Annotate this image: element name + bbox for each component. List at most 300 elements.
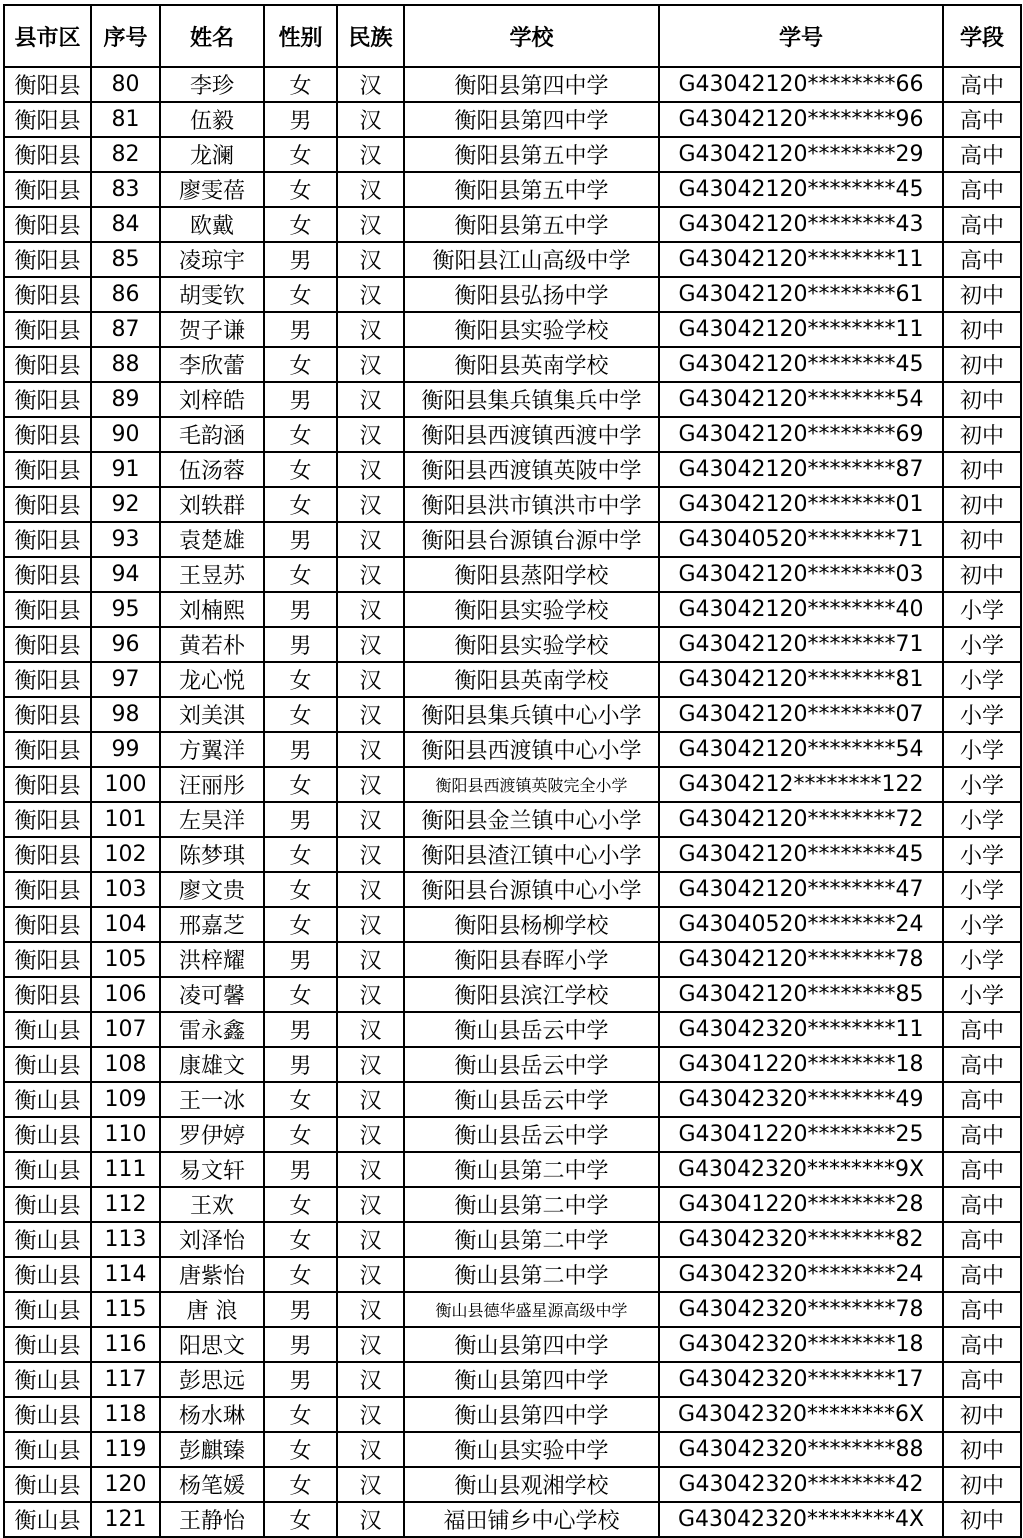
cell-ethnicity: 汉 — [337, 1467, 404, 1502]
cell-ethnicity: 汉 — [337, 67, 404, 102]
cell-serial: 87 — [91, 312, 160, 347]
cell-student-id: G43042120********11 — [659, 312, 943, 347]
cell-level: 小学 — [943, 592, 1021, 627]
cell-county: 衡山县 — [4, 1397, 91, 1432]
cell-gender: 女 — [264, 277, 337, 312]
table-row — [4, 1012, 1021, 1047]
header-school: 学校 — [404, 5, 659, 67]
cell-level: 初中 — [943, 347, 1021, 382]
table-row — [4, 1222, 1021, 1257]
cell-gender: 女 — [264, 977, 337, 1012]
cell-county: 衡山县 — [4, 1327, 91, 1362]
table-row — [4, 1117, 1021, 1152]
cell-gender: 女 — [264, 837, 337, 872]
table-row — [4, 557, 1021, 592]
cell-ethnicity: 汉 — [337, 1362, 404, 1397]
cell-county: 衡阳县 — [4, 67, 91, 102]
cell-gender: 女 — [264, 1187, 337, 1222]
table-row — [4, 452, 1021, 487]
cell-level: 高中 — [943, 1222, 1021, 1257]
cell-level: 小学 — [943, 767, 1021, 802]
cell-ethnicity: 汉 — [337, 1222, 404, 1257]
cell-school: 衡山县岳云中学 — [404, 1082, 659, 1117]
cell-county: 衡阳县 — [4, 137, 91, 172]
cell-student-id: G43042120********11 — [659, 242, 943, 277]
cell-level: 初中 — [943, 1502, 1021, 1537]
cell-county: 衡阳县 — [4, 907, 91, 942]
cell-name: 唐 浪 — [160, 1292, 264, 1327]
cell-serial: 86 — [91, 277, 160, 312]
cell-county: 衡阳县 — [4, 382, 91, 417]
cell-ethnicity: 汉 — [337, 1152, 404, 1187]
cell-gender: 女 — [264, 872, 337, 907]
cell-level: 高中 — [943, 172, 1021, 207]
cell-county: 衡山县 — [4, 1257, 91, 1292]
cell-gender: 女 — [264, 1467, 337, 1502]
table-row — [4, 872, 1021, 907]
table-row — [4, 1257, 1021, 1292]
cell-name: 刘美淇 — [160, 697, 264, 732]
cell-ethnicity: 汉 — [337, 1502, 404, 1537]
table-row — [4, 67, 1021, 102]
cell-serial: 109 — [91, 1082, 160, 1117]
cell-level: 初中 — [943, 417, 1021, 452]
cell-ethnicity: 汉 — [337, 277, 404, 312]
cell-gender: 男 — [264, 242, 337, 277]
cell-school: 衡阳县英南学校 — [404, 347, 659, 382]
header-name: 姓名 — [160, 5, 264, 67]
cell-level: 高中 — [943, 1187, 1021, 1222]
cell-ethnicity: 汉 — [337, 1012, 404, 1047]
cell-gender: 男 — [264, 732, 337, 767]
cell-name: 黄若朴 — [160, 627, 264, 662]
cell-school: 衡阳县第四中学 — [404, 102, 659, 137]
cell-county: 衡阳县 — [4, 592, 91, 627]
cell-ethnicity: 汉 — [337, 627, 404, 662]
cell-ethnicity: 汉 — [337, 1327, 404, 1362]
table-row — [4, 1327, 1021, 1362]
cell-gender: 女 — [264, 1257, 337, 1292]
cell-level: 初中 — [943, 1467, 1021, 1502]
cell-school: 衡山县观湘学校 — [404, 1467, 659, 1502]
cell-level: 初中 — [943, 382, 1021, 417]
cell-gender: 女 — [264, 907, 337, 942]
cell-serial: 92 — [91, 487, 160, 522]
cell-level: 小学 — [943, 907, 1021, 942]
header-ethnicity: 民族 — [337, 5, 404, 67]
table-row — [4, 1187, 1021, 1222]
cell-name: 陈梦琪 — [160, 837, 264, 872]
cell-level: 小学 — [943, 627, 1021, 662]
cell-serial: 80 — [91, 67, 160, 102]
table-row — [4, 1467, 1021, 1502]
cell-serial: 89 — [91, 382, 160, 417]
cell-serial: 117 — [91, 1362, 160, 1397]
cell-student-id: G43042120********87 — [659, 452, 943, 487]
cell-school: 衡阳县台源镇台源中学 — [404, 522, 659, 557]
cell-school: 衡阳县洪市镇洪市中学 — [404, 487, 659, 522]
cell-level: 初中 — [943, 557, 1021, 592]
cell-county: 衡阳县 — [4, 102, 91, 137]
cell-school: 衡山县第二中学 — [404, 1152, 659, 1187]
cell-student-id: G43041220********18 — [659, 1047, 943, 1082]
cell-ethnicity: 汉 — [337, 172, 404, 207]
cell-name: 龙心悦 — [160, 662, 264, 697]
cell-ethnicity: 汉 — [337, 487, 404, 522]
cell-gender: 男 — [264, 1047, 337, 1082]
cell-gender: 男 — [264, 102, 337, 137]
cell-name: 罗伊婷 — [160, 1117, 264, 1152]
cell-county: 衡阳县 — [4, 522, 91, 557]
table-row — [4, 137, 1021, 172]
cell-ethnicity: 汉 — [337, 1187, 404, 1222]
cell-school: 衡山县第二中学 — [404, 1222, 659, 1257]
cell-level: 高中 — [943, 207, 1021, 242]
table-row — [4, 767, 1021, 802]
cell-level: 初中 — [943, 277, 1021, 312]
cell-county: 衡阳县 — [4, 452, 91, 487]
cell-school: 衡阳县西渡镇英陂完全小学 — [404, 767, 659, 802]
cell-name: 胡雯钦 — [160, 277, 264, 312]
cell-school: 衡山县岳云中学 — [404, 1117, 659, 1152]
student-roster-table — [3, 4, 1022, 1538]
cell-serial: 119 — [91, 1432, 160, 1467]
cell-county: 衡山县 — [4, 1117, 91, 1152]
table-row — [4, 1432, 1021, 1467]
cell-student-id: G43042120********69 — [659, 417, 943, 452]
cell-gender: 男 — [264, 1152, 337, 1187]
cell-student-id: G43042120********96 — [659, 102, 943, 137]
cell-county: 衡阳县 — [4, 977, 91, 1012]
cell-ethnicity: 汉 — [337, 697, 404, 732]
cell-ethnicity: 汉 — [337, 417, 404, 452]
cell-name: 龙澜 — [160, 137, 264, 172]
cell-name: 易文轩 — [160, 1152, 264, 1187]
cell-county: 衡山县 — [4, 1012, 91, 1047]
cell-serial: 104 — [91, 907, 160, 942]
cell-county: 衡阳县 — [4, 662, 91, 697]
cell-ethnicity: 汉 — [337, 907, 404, 942]
cell-level: 小学 — [943, 662, 1021, 697]
table-row — [4, 277, 1021, 312]
cell-name: 左昊洋 — [160, 802, 264, 837]
cell-student-id: G43042320********24 — [659, 1257, 943, 1292]
cell-serial: 91 — [91, 452, 160, 487]
cell-name: 雷永鑫 — [160, 1012, 264, 1047]
cell-gender: 男 — [264, 382, 337, 417]
cell-county: 衡山县 — [4, 1152, 91, 1187]
cell-serial: 106 — [91, 977, 160, 1012]
cell-level: 高中 — [943, 137, 1021, 172]
cell-school: 衡阳县第五中学 — [404, 207, 659, 242]
table-row — [4, 1362, 1021, 1397]
cell-school: 衡山县第二中学 — [404, 1257, 659, 1292]
cell-school: 衡山县岳云中学 — [404, 1047, 659, 1082]
cell-name: 伍毅 — [160, 102, 264, 137]
cell-gender: 女 — [264, 347, 337, 382]
cell-serial: 83 — [91, 172, 160, 207]
cell-name: 阳思文 — [160, 1327, 264, 1362]
table-row — [4, 102, 1021, 137]
cell-county: 衡阳县 — [4, 487, 91, 522]
cell-student-id: G43042120********78 — [659, 942, 943, 977]
cell-ethnicity: 汉 — [337, 347, 404, 382]
cell-level: 高中 — [943, 1292, 1021, 1327]
cell-school: 衡阳县渣江镇中心小学 — [404, 837, 659, 872]
table-row — [4, 942, 1021, 977]
cell-serial: 107 — [91, 1012, 160, 1047]
table-row — [4, 1082, 1021, 1117]
table-row — [4, 347, 1021, 382]
cell-ethnicity: 汉 — [337, 662, 404, 697]
cell-serial: 97 — [91, 662, 160, 697]
cell-ethnicity: 汉 — [337, 557, 404, 592]
cell-name: 洪梓耀 — [160, 942, 264, 977]
cell-gender: 女 — [264, 1222, 337, 1257]
cell-county: 衡山县 — [4, 1187, 91, 1222]
table-row — [4, 802, 1021, 837]
cell-level: 小学 — [943, 732, 1021, 767]
cell-gender: 女 — [264, 172, 337, 207]
cell-ethnicity: 汉 — [337, 767, 404, 802]
cell-name: 彭思远 — [160, 1362, 264, 1397]
table-row — [4, 592, 1021, 627]
table-row — [4, 732, 1021, 767]
cell-ethnicity: 汉 — [337, 1292, 404, 1327]
cell-student-id: G43042320********18 — [659, 1327, 943, 1362]
cell-school: 衡阳县台源镇中心小学 — [404, 872, 659, 907]
cell-serial: 81 — [91, 102, 160, 137]
header-student-id: 学号 — [659, 5, 943, 67]
cell-name: 贺子谦 — [160, 312, 264, 347]
cell-gender: 女 — [264, 1082, 337, 1117]
cell-level: 小学 — [943, 977, 1021, 1012]
cell-county: 衡阳县 — [4, 732, 91, 767]
cell-ethnicity: 汉 — [337, 1117, 404, 1152]
cell-school: 衡山县第四中学 — [404, 1327, 659, 1362]
cell-name: 毛韵涵 — [160, 417, 264, 452]
cell-county: 衡阳县 — [4, 872, 91, 907]
cell-name: 方翼洋 — [160, 732, 264, 767]
cell-name: 袁楚雄 — [160, 522, 264, 557]
cell-gender: 女 — [264, 417, 337, 452]
cell-serial: 84 — [91, 207, 160, 242]
cell-serial: 121 — [91, 1502, 160, 1537]
cell-level: 高中 — [943, 1082, 1021, 1117]
cell-serial: 99 — [91, 732, 160, 767]
cell-level: 高中 — [943, 1012, 1021, 1047]
cell-serial: 95 — [91, 592, 160, 627]
cell-level: 高中 — [943, 1327, 1021, 1362]
cell-serial: 120 — [91, 1467, 160, 1502]
table-row — [4, 627, 1021, 662]
table-row — [4, 242, 1021, 277]
table-row — [4, 172, 1021, 207]
cell-level: 小学 — [943, 872, 1021, 907]
cell-student-id: G43042320********82 — [659, 1222, 943, 1257]
cell-serial: 90 — [91, 417, 160, 452]
cell-serial: 115 — [91, 1292, 160, 1327]
cell-student-id: G43042120********47 — [659, 872, 943, 907]
table-row — [4, 312, 1021, 347]
cell-ethnicity: 汉 — [337, 1082, 404, 1117]
cell-gender: 男 — [264, 627, 337, 662]
cell-serial: 100 — [91, 767, 160, 802]
cell-name: 欧戴 — [160, 207, 264, 242]
cell-serial: 98 — [91, 697, 160, 732]
cell-student-id: G43042320********17 — [659, 1362, 943, 1397]
cell-student-id: G43042120********81 — [659, 662, 943, 697]
cell-serial: 105 — [91, 942, 160, 977]
cell-student-id: G43042120********43 — [659, 207, 943, 242]
cell-county: 衡阳县 — [4, 557, 91, 592]
cell-school: 衡阳县实验学校 — [404, 627, 659, 662]
cell-name: 汪丽彤 — [160, 767, 264, 802]
cell-name: 李欣蕾 — [160, 347, 264, 382]
cell-student-id: G43042120********54 — [659, 382, 943, 417]
cell-school: 衡阳县蒸阳学校 — [404, 557, 659, 592]
cell-ethnicity: 汉 — [337, 312, 404, 347]
cell-gender: 男 — [264, 522, 337, 557]
cell-gender: 男 — [264, 802, 337, 837]
cell-school: 衡山县第二中学 — [404, 1187, 659, 1222]
table-row — [4, 697, 1021, 732]
cell-school: 衡阳县西渡镇英陂中学 — [404, 452, 659, 487]
cell-ethnicity: 汉 — [337, 942, 404, 977]
cell-county: 衡山县 — [4, 1292, 91, 1327]
cell-name: 李珍 — [160, 67, 264, 102]
cell-serial: 116 — [91, 1327, 160, 1362]
cell-ethnicity: 汉 — [337, 872, 404, 907]
cell-county: 衡阳县 — [4, 207, 91, 242]
cell-student-id: G43042120********72 — [659, 802, 943, 837]
cell-name: 康雄文 — [160, 1047, 264, 1082]
cell-school: 衡阳县第五中学 — [404, 172, 659, 207]
cell-serial: 118 — [91, 1397, 160, 1432]
cell-school: 福田铺乡中心学校 — [404, 1502, 659, 1537]
cell-student-id: G43042120********54 — [659, 732, 943, 767]
cell-level: 初中 — [943, 312, 1021, 347]
header-level: 学段 — [943, 5, 1021, 67]
cell-school: 衡山县德华盛星源高级中学 — [404, 1292, 659, 1327]
table-row — [4, 977, 1021, 1012]
cell-level: 高中 — [943, 67, 1021, 102]
cell-county: 衡山县 — [4, 1362, 91, 1397]
table-row — [4, 522, 1021, 557]
cell-student-id: G43042120********71 — [659, 627, 943, 662]
header-row — [4, 5, 1021, 67]
cell-county: 衡山县 — [4, 1467, 91, 1502]
table-row — [4, 1397, 1021, 1432]
cell-name: 邢嘉芝 — [160, 907, 264, 942]
cell-county: 衡阳县 — [4, 417, 91, 452]
cell-school: 衡阳县英南学校 — [404, 662, 659, 697]
cell-gender: 女 — [264, 487, 337, 522]
table-row — [4, 662, 1021, 697]
cell-student-id: G43042320********11 — [659, 1012, 943, 1047]
table-row — [4, 1292, 1021, 1327]
cell-ethnicity: 汉 — [337, 242, 404, 277]
table-row — [4, 1152, 1021, 1187]
cell-student-id: G43042320********6X — [659, 1397, 943, 1432]
cell-student-id: G43042120********66 — [659, 67, 943, 102]
cell-name: 廖文贵 — [160, 872, 264, 907]
cell-serial: 114 — [91, 1257, 160, 1292]
cell-level: 初中 — [943, 452, 1021, 487]
cell-gender: 女 — [264, 557, 337, 592]
cell-ethnicity: 汉 — [337, 837, 404, 872]
cell-serial: 113 — [91, 1222, 160, 1257]
cell-ethnicity: 汉 — [337, 102, 404, 137]
cell-student-id: G43042320********88 — [659, 1432, 943, 1467]
cell-serial: 110 — [91, 1117, 160, 1152]
table-row — [4, 1047, 1021, 1082]
cell-school: 衡阳县春晖小学 — [404, 942, 659, 977]
cell-gender: 男 — [264, 312, 337, 347]
cell-student-id: G43042120********45 — [659, 837, 943, 872]
cell-name: 刘楠熙 — [160, 592, 264, 627]
cell-ethnicity: 汉 — [337, 522, 404, 557]
cell-level: 高中 — [943, 1257, 1021, 1292]
cell-ethnicity: 汉 — [337, 1432, 404, 1467]
cell-county: 衡阳县 — [4, 627, 91, 662]
cell-county: 衡阳县 — [4, 942, 91, 977]
cell-school: 衡阳县金兰镇中心小学 — [404, 802, 659, 837]
table-row — [4, 382, 1021, 417]
cell-level: 初中 — [943, 1397, 1021, 1432]
cell-student-id: G43042120********01 — [659, 487, 943, 522]
cell-level: 小学 — [943, 802, 1021, 837]
cell-ethnicity: 汉 — [337, 137, 404, 172]
cell-student-id: G43042120********85 — [659, 977, 943, 1012]
cell-school: 衡阳县集兵镇中心小学 — [404, 697, 659, 732]
cell-serial: 112 — [91, 1187, 160, 1222]
cell-student-id: G43042120********45 — [659, 347, 943, 382]
cell-name: 杨水琳 — [160, 1397, 264, 1432]
cell-gender: 女 — [264, 767, 337, 802]
cell-level: 小学 — [943, 837, 1021, 872]
cell-ethnicity: 汉 — [337, 1047, 404, 1082]
table-row — [4, 417, 1021, 452]
cell-school: 衡山县岳云中学 — [404, 1012, 659, 1047]
cell-student-id: G43042120********29 — [659, 137, 943, 172]
cell-county: 衡山县 — [4, 1047, 91, 1082]
cell-level: 高中 — [943, 1152, 1021, 1187]
cell-serial: 85 — [91, 242, 160, 277]
cell-student-id: G43042320********49 — [659, 1082, 943, 1117]
cell-county: 衡阳县 — [4, 837, 91, 872]
cell-serial: 88 — [91, 347, 160, 382]
cell-school: 衡阳县西渡镇中心小学 — [404, 732, 659, 767]
cell-gender: 女 — [264, 1432, 337, 1467]
cell-school: 衡阳县第四中学 — [404, 67, 659, 102]
cell-name: 凌可馨 — [160, 977, 264, 1012]
cell-gender: 女 — [264, 67, 337, 102]
cell-name: 王静怡 — [160, 1502, 264, 1537]
cell-name: 王昱苏 — [160, 557, 264, 592]
cell-county: 衡阳县 — [4, 697, 91, 732]
cell-ethnicity: 汉 — [337, 207, 404, 242]
cell-serial: 101 — [91, 802, 160, 837]
cell-gender: 男 — [264, 1327, 337, 1362]
cell-ethnicity: 汉 — [337, 1257, 404, 1292]
cell-school: 衡阳县西渡镇西渡中学 — [404, 417, 659, 452]
table-row — [4, 487, 1021, 522]
cell-serial: 82 — [91, 137, 160, 172]
cell-county: 衡阳县 — [4, 347, 91, 382]
cell-gender: 男 — [264, 942, 337, 977]
table-row — [4, 907, 1021, 942]
